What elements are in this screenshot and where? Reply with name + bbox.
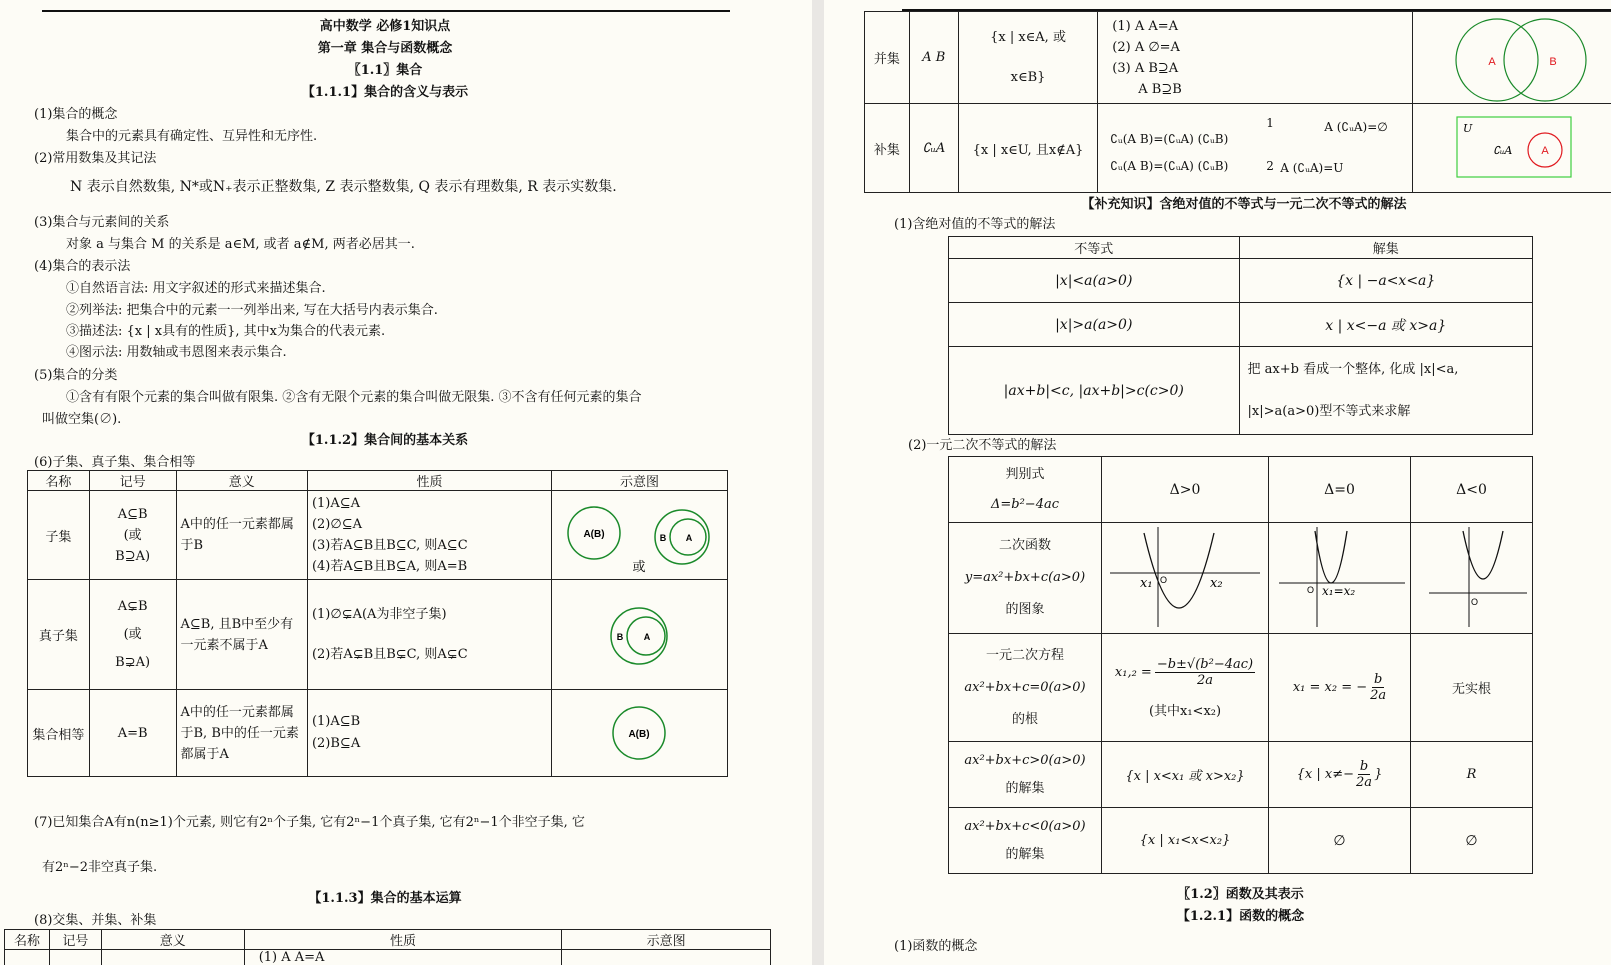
prop-line: ∁ᵤ(A B)=(∁ᵤA) (∁ᵤB) xyxy=(1110,132,1229,146)
row-label xyxy=(949,808,1102,874)
sol-rhs: } xyxy=(1374,767,1383,782)
cell-name: 真子集 xyxy=(28,580,90,690)
solution-cell: x | x<−a 或 x>a} xyxy=(1239,303,1532,347)
table-row xyxy=(949,808,1533,874)
solution-cell: ∅ xyxy=(1269,808,1411,874)
label-a: A xyxy=(643,632,651,642)
double-root-numerator: b xyxy=(1373,672,1383,687)
col-header: 记号 xyxy=(89,471,176,491)
label-a: A xyxy=(685,533,693,543)
item-heading: (3)集合与元素间的关系 xyxy=(34,215,170,230)
cell-diagram xyxy=(551,491,727,580)
col-header: 不等式 xyxy=(949,237,1240,259)
cell-name: 并集 xyxy=(865,12,910,104)
universe-box xyxy=(1457,117,1571,177)
item-heading: (4)集合的表示法 xyxy=(34,259,131,274)
solution-cell: ∅ xyxy=(1411,808,1533,874)
item-heading: (8)交集、并集、补集 xyxy=(34,913,157,928)
cell-diagram xyxy=(551,580,727,690)
label-b: B xyxy=(1549,56,1557,68)
cell-meaning: A⊆B, 且B中至少有一元素不属于A xyxy=(176,580,307,690)
sol-numerator: b xyxy=(1359,759,1369,774)
label-line: 的根 xyxy=(1011,711,1038,727)
prop-line: (2) A ∅=A xyxy=(1112,39,1180,55)
cell-symbol: A=B xyxy=(89,690,176,777)
double-root-denominator: 2a xyxy=(1370,688,1387,703)
table-row xyxy=(949,523,1533,634)
item-line: N 表示自然数集, N*或N₊表示正整数集, Z 表示整数集, Q 表示有理数集, R 表示实数集. xyxy=(70,179,617,195)
solution-cell: {x | x<x₁ 或 x>x₂} xyxy=(1102,742,1269,808)
prop-line: ∁ᵤ(A B)=(∁ᵤA) (∁ᵤB) xyxy=(1110,159,1229,173)
symbol-line: (或 xyxy=(123,527,142,543)
func-heading: (1)函数的概念 xyxy=(894,939,978,954)
quadratic-table xyxy=(948,456,1533,874)
origin: O xyxy=(1471,597,1479,607)
table-row xyxy=(949,303,1533,347)
item-line: ④图示法: 用数轴或韦恩图来表示集合. xyxy=(66,345,287,360)
circle-a xyxy=(1456,19,1538,101)
solution-line: 把 ax+b 看成一个整体, 化成 |x|<a, xyxy=(1247,361,1459,377)
label-line: y=ax²+bx+c(a>0) xyxy=(964,570,1086,585)
item7-line2: 有2ⁿ−2非空真子集. xyxy=(42,860,158,875)
double-root-lhs: x₁ = x₂ = − xyxy=(1292,680,1368,695)
prop-line: A B⊇B xyxy=(1138,81,1182,97)
label-b: B xyxy=(616,632,624,642)
parabola xyxy=(1315,531,1347,583)
cell-meaning xyxy=(958,12,1097,104)
cell-symbol xyxy=(89,491,176,580)
table-row xyxy=(949,742,1533,808)
solution-cell: R xyxy=(1411,742,1533,808)
prop-line: (2)B⊆A xyxy=(311,736,361,751)
col-header: 名称 xyxy=(28,471,90,491)
item-line: 集合中的元素具有确定性、互异性和无序性. xyxy=(66,129,318,144)
set-ops-table-start xyxy=(4,929,771,965)
item-line: 对象 a 与集合 M 的关系是 a∈M, 或者 a∉M, 两者必居其一. xyxy=(66,237,415,252)
cell-diagram xyxy=(1412,12,1611,104)
cell-name: 子集 xyxy=(28,491,90,580)
item-line: ③描述法: {x | x具有的性质}, 其中x为集合的代表元素. xyxy=(66,324,386,339)
origin: O xyxy=(1307,585,1315,595)
right-page xyxy=(824,0,1611,965)
label-a: A xyxy=(1541,145,1549,157)
prop-line: 2 xyxy=(1266,159,1274,173)
cell-symbol: A B xyxy=(909,12,958,104)
prop-line: (1)A⊆A xyxy=(311,496,361,511)
col-header: 意义 xyxy=(176,471,307,491)
section-title: 〖1.1〗集合 xyxy=(347,63,423,78)
row-label xyxy=(949,742,1102,808)
item-line: 叫做空集(∅). xyxy=(42,412,122,427)
roots-numerator: −b±√(b²−4ac) xyxy=(1156,656,1254,672)
solution-cell: {x | x₁<x<x₂} xyxy=(1102,808,1269,874)
prop-line: A (∁ᵤA)=U xyxy=(1280,161,1344,175)
cell-props xyxy=(307,491,551,580)
row-label xyxy=(949,634,1102,742)
item-line: ②列举法: 把集合中的元素一一列举出来, 写在大括号内表示集合. xyxy=(66,303,438,318)
label-line: 的图象 xyxy=(1005,602,1045,617)
solution-cell: {x | −a<x<a} xyxy=(1239,259,1532,303)
prop-line: (1) A A=A xyxy=(1112,18,1179,34)
label-a: A xyxy=(1488,56,1496,68)
label-line: ax²+bx+c>0(a>0) xyxy=(964,752,1086,768)
prop-line: (2)∅⊆A xyxy=(311,517,362,532)
disc-line: 判别式 xyxy=(1005,466,1045,482)
parabola-one-root-graph xyxy=(1269,523,1410,633)
table-row xyxy=(865,12,1611,104)
prop-line: (4)若A⊆B且B⊆A, 则A=B xyxy=(311,559,468,574)
cell-meaning: A中的任一元素都属于B xyxy=(176,491,307,580)
roots-note: (其中x₁<x₂) xyxy=(1148,703,1222,719)
no-root-cell: 无实根 xyxy=(1411,634,1533,742)
table-row xyxy=(949,347,1533,435)
sol-denominator: 2a xyxy=(1356,775,1373,790)
item-heading: (6)子集、真子集、集合相等 xyxy=(34,455,196,470)
col-header: Δ=0 xyxy=(1269,457,1411,523)
roots-cell xyxy=(1102,634,1269,742)
header-discriminant xyxy=(949,457,1102,523)
col-header: 示意图 xyxy=(562,930,771,950)
col-header: 性质 xyxy=(307,471,551,491)
label-line: ax²+bx+c<0(a>0) xyxy=(964,818,1086,834)
supplement-title: 【补充知识】含绝对值的不等式与一元二次不等式的解法 xyxy=(1081,197,1407,212)
parabola xyxy=(1144,533,1214,608)
label-line: 的解集 xyxy=(1005,846,1045,862)
label-complement: ∁ᵤA xyxy=(1492,144,1513,157)
disc-line: Δ=b²−4ac xyxy=(990,496,1059,512)
double-root: x₁=x₂ xyxy=(1322,584,1356,598)
cell-props xyxy=(307,690,551,777)
ineq-cell: |ax+b|<c, |ax+b|>c(c>0) xyxy=(949,347,1240,435)
symbol-line: B⊇A) xyxy=(115,548,151,564)
chapter-title: 第一章 集合与函数概念 xyxy=(317,41,453,56)
partial-prop: (1) A A=A xyxy=(244,950,562,965)
graph-cell xyxy=(1411,523,1533,634)
item-line: ①含有有限个元素的集合叫做有限集. ②含有无限个元素的集合叫做无限集. ③不含有任何元素的集合 xyxy=(66,390,642,405)
col-header: 性质 xyxy=(244,930,562,950)
cell-props xyxy=(1098,104,1413,193)
cell-meaning: {x | x∈U, 且x∉A} xyxy=(958,104,1097,193)
item-line: ①自然语言法: 用文字叙述的形式来描述集合. xyxy=(66,281,326,296)
cell-name: 集合相等 xyxy=(28,690,90,777)
cell-symbol: ∁ᵤA xyxy=(909,104,958,193)
table-row xyxy=(28,580,728,690)
symbol-line: A⊆B xyxy=(117,506,148,522)
prop-line: A (∁ᵤA)=∅ xyxy=(1324,120,1388,134)
subsection-title: 【1.1.3】集合的基本运算 xyxy=(308,891,462,906)
abs-ineq-table xyxy=(948,236,1533,435)
table-row xyxy=(949,457,1533,523)
roots-lhs: x₁,₂ = xyxy=(1114,664,1152,680)
root-x1: x₁ xyxy=(1140,576,1153,591)
label-or: 或 xyxy=(632,560,646,575)
prop-line: (1)∅⊊A(A为非空子集) xyxy=(311,606,447,622)
item-heading: (2)常用数集及其记法 xyxy=(34,151,157,166)
table-row xyxy=(865,104,1611,193)
col-header: 名称 xyxy=(5,930,50,950)
cell-diagram xyxy=(551,690,727,777)
cell-props xyxy=(307,580,551,690)
col-header: 解集 xyxy=(1239,237,1532,259)
label-line: ax²+bx+c=0(a>0) xyxy=(964,679,1086,695)
root-x2: x₂ xyxy=(1210,576,1223,591)
parabola-no-root-graph xyxy=(1411,523,1532,633)
col-header: 意义 xyxy=(101,930,244,950)
table-row xyxy=(949,634,1533,742)
symbol-line: A⊊B xyxy=(117,598,148,614)
col-header: Δ<0 xyxy=(1411,457,1533,523)
label-b: B xyxy=(659,533,667,543)
quad-heading: (2)一元二次不等式的解法 xyxy=(908,438,1057,453)
doc-title: 高中数学 必修1知识点 xyxy=(319,19,451,34)
symbol-line: B⊋A) xyxy=(115,654,151,670)
ineq-cell: |x|>a(a>0) xyxy=(949,303,1240,347)
sol-lhs: {x | x≠− xyxy=(1296,767,1355,782)
graph-cell xyxy=(1102,523,1269,634)
label-line: 一元二次方程 xyxy=(985,647,1064,663)
label-ab: A(B) xyxy=(583,529,605,540)
item-heading: (5)集合的分类 xyxy=(34,368,118,383)
graph-cell xyxy=(1269,523,1411,634)
abs-heading: (1)含绝对值的不等式的解法 xyxy=(894,217,1056,232)
table-row xyxy=(949,259,1533,303)
symbol-line: (或 xyxy=(123,626,142,642)
cell-name: 补集 xyxy=(865,104,910,193)
table-row xyxy=(28,491,728,580)
item7-line1: (7)已知集合A有n(n≥1)个元素, 则它有2ⁿ个子集, 它有2ⁿ−1个真子集, 它有2ⁿ−1个非空子集, 它 xyxy=(34,815,585,830)
prop-line: (1)A⊆B xyxy=(311,714,361,729)
cell-diagram xyxy=(1412,104,1611,193)
cell-symbol xyxy=(89,580,176,690)
union-venn-diagram xyxy=(1413,12,1611,103)
prop-line: 1 xyxy=(1266,116,1274,130)
roots-denominator: 2a xyxy=(1196,672,1213,688)
solution-cell xyxy=(1239,347,1532,435)
subsection-title: 【1.1.1】集合的含义与表示 xyxy=(301,85,469,100)
parabola-two-roots-graph xyxy=(1102,523,1268,633)
solution-cell xyxy=(1269,742,1411,808)
subsection-title: 【1.1.2】集合间的基本关系 xyxy=(301,433,469,448)
cell-meaning: A中的任一元素都属于B, B中的任一元素都属于A xyxy=(176,690,307,777)
complement-venn-diagram xyxy=(1413,104,1611,192)
section-title: 〖1.2〗函数及其表示 xyxy=(1177,887,1304,902)
meaning-line: x∈B} xyxy=(1010,69,1046,85)
col-header: 示意图 xyxy=(551,471,727,491)
meaning-line: {x | x∈A, 或 xyxy=(990,29,1066,45)
col-header: 记号 xyxy=(49,930,101,950)
origin: O xyxy=(1160,575,1168,585)
ineq-cell: |x|<a(a>0) xyxy=(949,259,1240,303)
prop-line: (2)若A⊊B且B⊊C, 则A⊊C xyxy=(311,646,468,662)
prop-line: (3) A B⊇A xyxy=(1112,60,1179,76)
proper-subset-venn-diagram xyxy=(552,580,727,689)
row-label xyxy=(949,523,1102,634)
table-row xyxy=(28,690,728,777)
equal-sets-venn-diagram xyxy=(552,690,727,776)
label-line: 二次函数 xyxy=(998,538,1051,553)
col-header: Δ>0 xyxy=(1102,457,1269,523)
label-u: U xyxy=(1462,122,1473,135)
subsection-title: 【1.2.1】函数的概念 xyxy=(1176,909,1305,924)
double-root-cell xyxy=(1269,634,1411,742)
cell-props xyxy=(1098,12,1413,104)
circle-b xyxy=(1504,19,1586,101)
label-ab: A(B) xyxy=(628,729,650,740)
set-ops-table-cont xyxy=(864,11,1611,193)
top-rule xyxy=(42,10,730,12)
subset-venn-diagram xyxy=(552,491,727,579)
prop-line: (3)若A⊆B且B⊆C, 则A⊆C xyxy=(311,538,468,553)
set-relations-table xyxy=(27,470,728,777)
label-line: 的解集 xyxy=(1005,780,1045,796)
item-heading: (1)集合的概念 xyxy=(34,107,118,122)
solution-line: |x|>a(a>0)型不等式来求解 xyxy=(1247,403,1411,419)
